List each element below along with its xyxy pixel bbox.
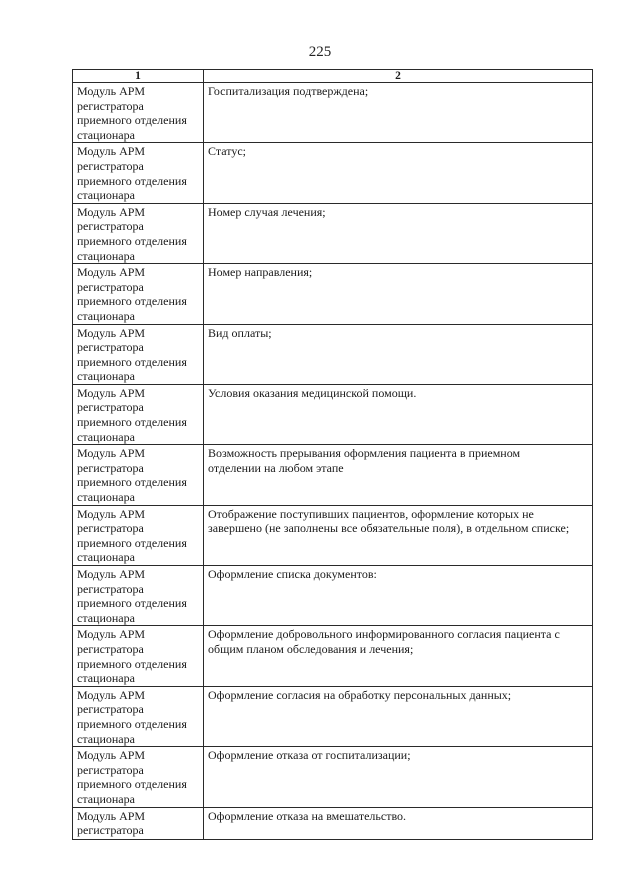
- function-cell-line: Номер случая лечения;: [208, 204, 326, 219]
- module-cell-line: приемного отделения: [77, 173, 187, 188]
- module-cell-line: регистратора: [77, 219, 144, 234]
- function-cell: [204, 264, 593, 324]
- function-cell-line: Отображение поступивших пациентов, оформление которых не: [208, 506, 534, 521]
- module-cell: [73, 626, 204, 686]
- module-cell-line: Модуль АРМ: [77, 808, 146, 823]
- module-cell-line: приемного отделения: [77, 415, 187, 430]
- table-row: [73, 143, 593, 203]
- module-cell-line: регистратора: [77, 521, 144, 536]
- function-cell-line: Оформление списка документов:: [208, 567, 377, 581]
- module-cell-line: приемного отделения: [77, 716, 187, 731]
- module-cell-line: стационара: [77, 248, 135, 263]
- module-cell-line: регистратора: [77, 98, 144, 113]
- function-cell: [204, 505, 593, 565]
- module-cell-line: стационара: [77, 550, 135, 565]
- module-cell-line: стационара: [77, 671, 135, 686]
- table-row: [73, 566, 593, 626]
- module-cell: [73, 747, 204, 807]
- function-cell-line: Оформление отказа на вмешательство.: [208, 808, 407, 823]
- function-cell: [204, 445, 593, 505]
- module-cell-line: стационара: [77, 127, 135, 142]
- function-cell-line: отделении на любом этапе: [208, 460, 344, 475]
- module-cell-line: регистратора: [77, 158, 144, 173]
- module-cell-line: стационара: [77, 791, 135, 806]
- module-cell: [73, 566, 204, 626]
- function-cell-line: Возможность прерывания оформления пациента в приемном: [208, 446, 521, 461]
- page-number: 225: [308, 44, 332, 60]
- module-cell-line: Модуль АРМ: [77, 446, 146, 461]
- module-cell-line: Модуль АРМ: [77, 325, 146, 340]
- function-cell-line: завершено (не заполнены все обязательные поля), в отдельном списке;: [208, 521, 570, 536]
- module-cell-line: регистратора: [77, 400, 144, 415]
- requirements-table: [72, 69, 593, 840]
- function-cell: [204, 807, 593, 839]
- function-cell: [204, 203, 593, 263]
- module-cell-line: регистратора: [77, 702, 144, 717]
- function-cell-line: Статус;: [208, 144, 246, 159]
- table-header-row: [73, 70, 593, 83]
- module-cell-line: Модуль АРМ: [77, 204, 146, 219]
- function-cell: [204, 324, 593, 384]
- module-cell-line: стационара: [77, 610, 135, 625]
- module-cell-line: регистратора: [77, 641, 144, 656]
- module-cell-line: стационара: [77, 369, 135, 384]
- module-cell-line: стационара: [77, 731, 135, 746]
- module-cell-line: регистратора: [77, 762, 144, 777]
- module-cell-line: Модуль АРМ: [77, 687, 146, 702]
- module-cell-line: стационара: [77, 188, 135, 203]
- function-cell-line: Оформление отказа от госпитализации;: [208, 748, 411, 763]
- function-cell: [204, 747, 593, 807]
- table-row: [73, 445, 593, 505]
- module-cell: [73, 505, 204, 565]
- module-cell-line: стационара: [77, 308, 135, 323]
- table-row: [73, 626, 593, 686]
- module-cell-line: регистратора: [77, 460, 144, 475]
- function-cell-line: Оформление согласия на обработку персональных данных;: [208, 687, 512, 702]
- function-cell: [204, 626, 593, 686]
- table-row: [73, 747, 593, 807]
- module-cell: [73, 686, 204, 746]
- module-cell-line: Модуль АРМ: [77, 748, 146, 763]
- module-cell: [73, 143, 204, 203]
- table-row: [73, 203, 593, 263]
- module-cell-line: Модуль АРМ: [77, 265, 146, 280]
- function-cell-line: Вид оплаты;: [208, 325, 272, 340]
- function-cell: [204, 566, 593, 626]
- column-header-1: 1: [73, 70, 204, 83]
- table-row: [73, 324, 593, 384]
- module-cell: [73, 807, 204, 839]
- table-row: [73, 686, 593, 746]
- module-cell-line: регистратора: [77, 279, 144, 294]
- function-cell-line: Условия оказания медицинской помощи.: [208, 385, 417, 400]
- module-cell-line: приемного отделения: [77, 294, 187, 309]
- module-cell-line: регистратора: [77, 340, 144, 355]
- module-cell: [73, 264, 204, 324]
- module-cell-line: Модуль АРМ: [77, 506, 146, 521]
- function-cell: [204, 143, 593, 203]
- module-cell-line: Модуль АРМ: [77, 84, 146, 98]
- function-cell-line: Госпитализация подтверждена;: [208, 84, 369, 98]
- module-cell-line: приемного отделения: [77, 475, 187, 490]
- module-cell-line: приемного отделения: [77, 113, 187, 128]
- function-cell-line: Оформление добровольного информированного согласия пациента с: [208, 627, 560, 642]
- function-cell: [204, 686, 593, 746]
- module-cell-line: приемного отделения: [77, 656, 187, 671]
- module-cell: [73, 324, 204, 384]
- module-cell-line: Модуль АРМ: [77, 627, 146, 642]
- module-cell-line: приемного отделения: [77, 596, 187, 611]
- module-cell-line: регистратора: [77, 581, 144, 596]
- module-cell-line: стационара: [77, 490, 135, 505]
- module-cell-line: приемного отделения: [77, 777, 187, 792]
- module-cell-line: Модуль АРМ: [77, 567, 146, 581]
- function-cell: [204, 384, 593, 444]
- column-header-2: 2: [204, 70, 593, 83]
- table-row: [73, 505, 593, 565]
- module-cell-line: приемного отделения: [77, 354, 187, 369]
- module-cell-line: Модуль АРМ: [77, 144, 146, 159]
- module-cell: [73, 445, 204, 505]
- module-cell-line: стационара: [77, 429, 135, 444]
- function-cell: [204, 83, 593, 143]
- module-cell-line: регистратора: [77, 823, 144, 838]
- module-cell: [73, 384, 204, 444]
- function-cell-line: Номер направления;: [208, 265, 313, 280]
- module-cell-line: приемного отделения: [77, 535, 187, 550]
- module-cell-line: Модуль АРМ: [77, 385, 146, 400]
- table-row: [73, 83, 593, 143]
- function-cell-line: общим планом обследования и лечения;: [208, 641, 414, 656]
- table-row: [73, 264, 593, 324]
- module-cell-line: приемного отделения: [77, 233, 187, 248]
- table-body: [73, 83, 593, 840]
- module-cell: [73, 83, 204, 143]
- table-row: [73, 807, 593, 839]
- table-row: [73, 384, 593, 444]
- module-cell: [73, 203, 204, 263]
